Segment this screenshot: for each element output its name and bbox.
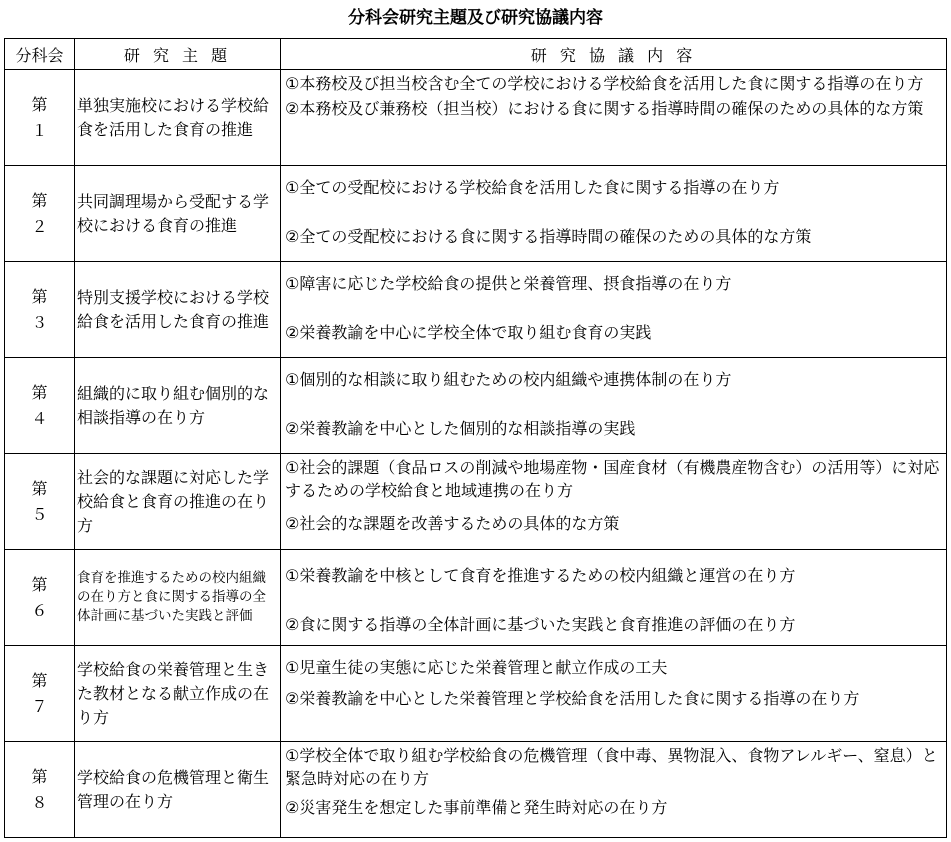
discussion-item: ②社会的な課題を改善するための具体的な方策 (285, 514, 620, 533)
discussion-item: ②本務校及び兼務校（担当校）における食に関する指導時間の確保のための具体的な方策 (285, 99, 924, 118)
subcommittee-number: 第 ２ (5, 166, 75, 262)
table-row (5, 454, 947, 550)
discussion-item: ①障害に応じた学校給食の提供と栄養管理、摂食指導の在り方 (285, 274, 732, 293)
table-row (5, 70, 947, 166)
research-theme: 学校給食の危機管理と衛生管理の在り方 (75, 742, 281, 838)
subcommittee-number: 第 ４ (5, 358, 75, 454)
table-header-row (5, 39, 947, 70)
subcommittee-number: 第 ５ (5, 454, 75, 550)
research-theme: 社会的な課題に対応した学校給食と食育の推進の在り方 (75, 454, 281, 550)
subcommittee-number: 第 ６ (5, 550, 75, 646)
discussion-item: ①個別的な相談に取り組むための校内組織や連携体制の在り方 (285, 370, 732, 389)
research-theme: 単独実施校における学校給食を活用した食育の推進 (75, 70, 281, 166)
discussion-content (281, 166, 947, 262)
discussion-content (281, 742, 947, 838)
discussion-item: ①本務校及び担当校含む全ての学校における学校給食を活用した食に関する指導の在り方 (285, 74, 924, 93)
research-theme: 共同調理場から受配する学校における食育の推進 (75, 166, 281, 262)
subcommittee-number: 第 ８ (5, 742, 75, 838)
discussion-item: ②食に関する指導の全体計画に基づいた実践と食育推進の評価の在り方 (285, 615, 796, 634)
discussion-item: ②栄養教諭を中心とした個別的な相談指導の実践 (285, 419, 636, 438)
discussion-item: ①社会的課題（食品ロスの削減や地場産物・国産食材（有機農産物含む）の活用等）に対応するための学校給食と地域連携の在り方 (285, 458, 940, 500)
subcommittee-number: 第 １ (5, 70, 75, 166)
discussion-content (281, 262, 947, 358)
discussion-content (281, 358, 947, 454)
discussion-item: ①全ての受配校における学校給食を活用した食に関する指導の在り方 (285, 178, 780, 197)
research-theme: 特別支援学校における学校給食を活用した食育の推進 (75, 262, 281, 358)
subcommittee-table (4, 38, 947, 838)
research-theme: 食育を推進するための校内組織の在り方と食に関する指導の全体計画に基づいた実践と評価 (75, 550, 281, 646)
discussion-content (281, 550, 947, 646)
table-row (5, 262, 947, 358)
discussion-content (281, 70, 947, 166)
subcommittee-number: 第 ７ (5, 646, 75, 742)
research-theme: 組織的に取り組む個別的な相談指導の在り方 (75, 358, 281, 454)
table-row (5, 646, 947, 742)
header-content: 研 究 協 議 内 容 (281, 39, 947, 70)
header-theme: 研 究 主 題 (75, 39, 281, 70)
document-title: 分科会研究主題及び研究協議内容 (348, 8, 603, 28)
table-row (5, 550, 947, 646)
discussion-item: ②栄養教諭を中心とした栄養管理と学校給食を活用した食に関する指導の在り方 (285, 689, 860, 708)
discussion-content (281, 454, 947, 550)
discussion-item: ①児童生徒の実態に応じた栄養管理と献立作成の工夫 (285, 658, 668, 677)
research-theme: 学校給食の栄養管理と生きた教材となる献立作成の在り方 (75, 646, 281, 742)
table-row (5, 166, 947, 262)
discussion-item: ①栄養教諭を中核として食育を推進するための校内組織と運営の在り方 (285, 566, 796, 585)
discussion-item: ②災害発生を想定した事前準備と発生時対応の在り方 (285, 798, 668, 817)
discussion-item: ②栄養教諭を中心に学校全体で取り組む食育の実践 (285, 323, 652, 342)
header-group: 分科会 (5, 39, 75, 70)
discussion-content (281, 646, 947, 742)
subcommittee-number: 第 ３ (5, 262, 75, 358)
discussion-item: ①学校全体で取り組む学校給食の危機管理（食中毒、異物混入、食物アレルギー、窒息）と緊急時対応の在り方 (285, 746, 938, 788)
discussion-item: ②全ての受配校における食に関する指導時間の確保のための具体的な方策 (285, 227, 812, 246)
table-row (5, 358, 947, 454)
table-row (5, 742, 947, 838)
